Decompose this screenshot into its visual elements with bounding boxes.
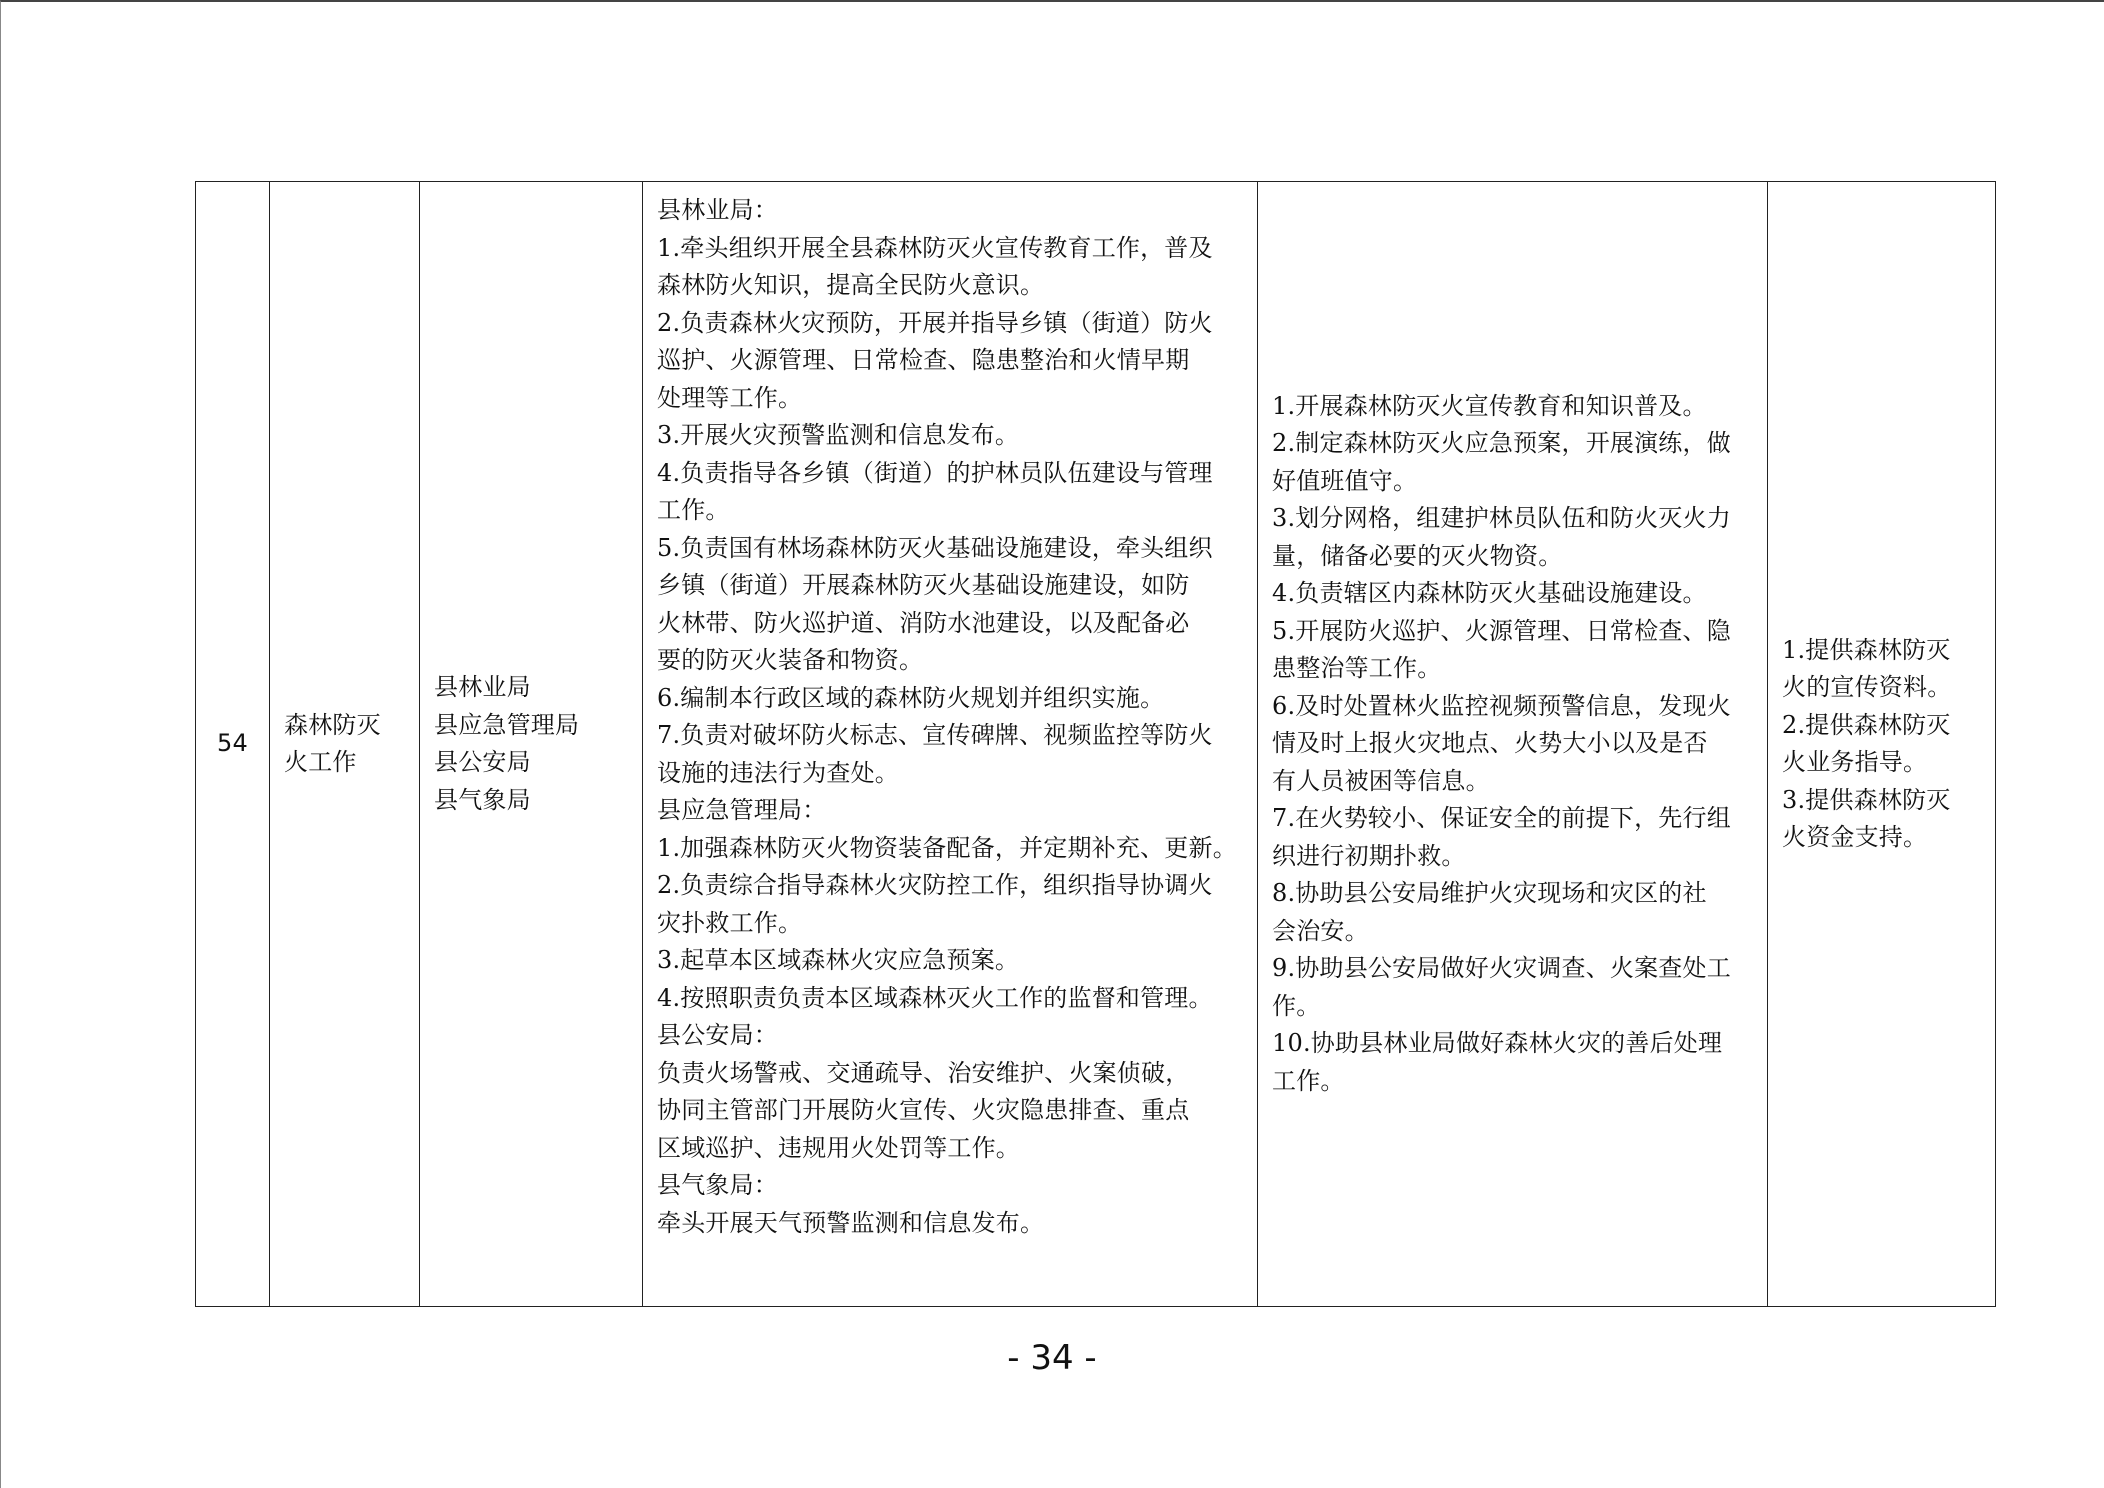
township-duty-line: 10.协助县林业局做好森林火灾的善后处理 xyxy=(1272,1029,1723,1058)
department-item: 县林业局 xyxy=(434,673,531,701)
county-duty-line: 3.起草本区域森林火灾应急预案。 xyxy=(657,946,1020,974)
township-duty-line: 量，储备必要的灭火物资。 xyxy=(1272,541,1563,570)
township-duty-line: 好值班值守。 xyxy=(1272,466,1418,495)
township-duty-line: 工作。 xyxy=(1272,1066,1345,1095)
township-duty-line: 4.负责辖区内森林防灭火基础设施建设。 xyxy=(1272,579,1707,608)
county-duty-line: 负责火场警戒、交通疏导、治安维护、火案侦破， xyxy=(657,1058,1190,1087)
support-line: 3.提供森林防灭 xyxy=(1782,785,1951,814)
county-duty-line: 巡护、火源管理、日常检查、隐患整治和火情早期 xyxy=(657,346,1190,374)
township-duty-line: 7.在火势较小、保证安全的前提下，先行组 xyxy=(1272,804,1731,833)
township-duty-line: 3.划分网格，组建护林员队伍和防火灭火力 xyxy=(1272,504,1731,533)
township-duty-line: 1.开展森林防灭火宣传教育和知识普及。 xyxy=(1272,391,1707,420)
township-duty-line: 情及时上报火灾地点、火势大小以及是否 xyxy=(1272,729,1708,758)
county-duty-line: 处理等工作。 xyxy=(657,383,803,412)
department-item: 县公安局 xyxy=(434,748,531,776)
county-duty-line: 2.负责综合指导森林火灾防控工作，组织指导协调火 xyxy=(657,871,1213,899)
county-duty-line: 设施的违法行为查处。 xyxy=(657,758,899,787)
county-duty-line: 火林带、防火巡护道、消防水池建设，以及配备必 xyxy=(657,608,1190,637)
township-duty-line: 会治安。 xyxy=(1272,916,1369,945)
support-line: 火业务指导。 xyxy=(1782,748,1928,776)
county-duty-line: 乡镇（街道）开展森林防灭火基础设施建设，如防 xyxy=(657,571,1190,599)
county-duty-line: 县应急管理局： xyxy=(657,796,827,824)
county-duty-line: 县气象局： xyxy=(657,1171,778,1199)
support-line: 火的宣传资料。 xyxy=(1782,673,1952,701)
township-duty-line: 8.协助县公安局维护火灾现场和灾区的社 xyxy=(1272,879,1707,908)
township-duty-line: 有人员被困等信息。 xyxy=(1272,766,1490,795)
row-number: 54 xyxy=(217,729,248,758)
county-duty-line: 5.负责国有林场森林防灭火基础设施建设，牵头组织 xyxy=(657,533,1213,562)
county-duty-line: 7.负责对破坏防火标志、宣传碑牌、视频监控等防火 xyxy=(657,721,1213,749)
county-duty-line: 协同主管部门开展防火宣传、火灾隐患排查、重点 xyxy=(657,1096,1190,1124)
table-row xyxy=(196,182,1996,1307)
township-duty-line: 患整治等工作。 xyxy=(1272,654,1442,683)
task-name-line: 火工作 xyxy=(284,748,357,776)
row-number-cell xyxy=(196,182,270,1307)
township-duty-line: 9.协助县公安局做好火灾调查、火案查处工 xyxy=(1272,954,1731,983)
support-cell xyxy=(1768,182,1996,1307)
township-duty-line: 织进行初期扑救。 xyxy=(1272,841,1466,870)
county-duty-line: 工作。 xyxy=(657,496,730,524)
county-duty-line: 4.按照职责负责本区域森林灭火工作的监督和管理。 xyxy=(657,983,1213,1012)
township-duty-line: 6.及时处置林火监控视频预警信息，发现火 xyxy=(1272,691,1731,720)
county-duty-line: 1.加强森林防灭火物资装备配备，并定期补充、更新。 xyxy=(657,833,1237,862)
township-duty-line: 作。 xyxy=(1272,991,1321,1020)
county-duties-cell xyxy=(643,182,1258,1307)
township-duty-line: 2.制定森林防灭火应急预案，开展演练，做 xyxy=(1272,429,1731,458)
county-duty-line: 3.开展火灾预警监测和信息发布。 xyxy=(657,421,1020,449)
support-line: 2.提供森林防灭 xyxy=(1782,710,1951,739)
county-duty-line: 1.牵头组织开展全县森林防灭火宣传教育工作，普及 xyxy=(657,233,1213,262)
county-duty-line: 灾扑救工作。 xyxy=(657,908,803,937)
support-line: 火资金支持。 xyxy=(1782,823,1928,851)
page-number: - 34 - xyxy=(1007,1338,1097,1378)
township-duties-cell xyxy=(1258,182,1768,1307)
support-line: 1.提供森林防灭 xyxy=(1782,635,1951,664)
county-duty-line: 牵头开展天气预警监测和信息发布。 xyxy=(657,1208,1045,1237)
responsibility-table xyxy=(195,181,1996,1307)
county-duty-line: 要的防灭火装备和物资。 xyxy=(657,646,924,674)
department-item: 县应急管理局 xyxy=(434,710,580,739)
departments-cell xyxy=(420,182,643,1307)
county-duty-line: 森林防火知识，提高全民防火意识。 xyxy=(657,271,1045,299)
county-duty-line: 4.负责指导各乡镇（街道）的护林员队伍建设与管理 xyxy=(657,458,1213,487)
county-duty-line: 6.编制本行政区域的森林防火规划并组织实施。 xyxy=(657,683,1165,712)
task-name-cell xyxy=(270,182,420,1307)
county-duty-line: 县林业局： xyxy=(657,196,778,224)
township-duty-line: 5.开展防火巡护、火源管理、日常检查、隐 xyxy=(1272,616,1731,645)
county-duty-line: 县公安局： xyxy=(657,1021,778,1049)
department-item: 县气象局 xyxy=(434,785,531,814)
task-name-line: 森林防灭 xyxy=(284,710,381,739)
county-duty-line: 区域巡护、违规用火处罚等工作。 xyxy=(657,1133,1020,1162)
county-duty-line: 2.负责森林火灾预防，开展并指导乡镇（街道）防火 xyxy=(657,308,1213,337)
